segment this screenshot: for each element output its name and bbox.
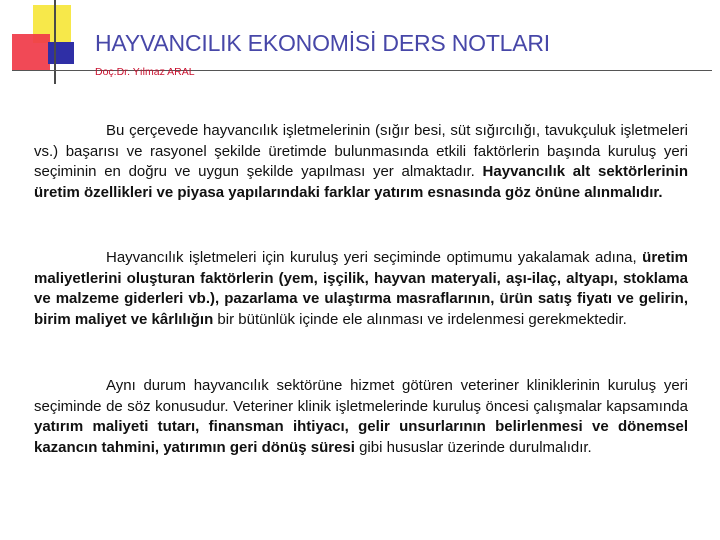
decor-blue-square — [48, 42, 74, 64]
decor-vertical-line — [54, 0, 56, 84]
text-run: Aynı durum hayvancılık sektörüne hizmet götüren veteriner kliniklerinin kuruluş yeri seçiminde de söz konusudur. Veteriner klinik işletmelerinde kuruluş öncesi çalışmalar kapsamında — [34, 377, 688, 415]
slide-title: HAYVANCILIK EKONOMİSİ DERS NOTLARI — [95, 30, 550, 56]
paragraph-3 — [34, 376, 688, 458]
text-run: Bu çerçevede hayvancılık işletmelerinin (sığır besi, süt sığırcılığı, tavukçuluk işletmeleri vs.) başarısı ve rasyonel şekilde üretimde bulunmasında etkili faktörlerin başında kuruluş yeri seçiminin en doğru ve uygun şekilde yapılması yer almaktadır. — [34, 122, 688, 180]
bold-text-run: yatırım maliyeti tutarı, finansman ihtiyacı, gelir unsurlarının belirlenmesi ve dönemsel kazancın tahmini, yatırımın geri dönüş süresi — [34, 418, 688, 456]
author-name: Doç.Dr. Yılmaz ARAL — [95, 66, 195, 78]
bold-text-run: üretim maliyetlerini oluşturan faktörlerin (yem, işçilik, hayvan materyali, aşı-ilaç, altyapı, stoklama ve malzeme giderleri vb.), pazarlama ve ulaştırma masraflarının, ürün satış fiyatı ve gelirin, birim maliyet ve kârlılığın — [34, 249, 688, 328]
paragraph-1 — [34, 121, 688, 203]
bold-text-run: Hayvancılık alt sektörlerinin üretim özellikleri ve piyasa yapılarındaki farklar yatırım esnasında göz önüne alınmalıdır. — [34, 163, 689, 201]
text-run: gibi hususlar üzerinde durulmalıdır. — [354, 438, 592, 456]
decor-red-square — [12, 34, 50, 70]
paragraph-2 — [34, 248, 688, 330]
text-run: Hayvancılık işletmeleri için kuruluş yeri seçiminde optimumu yakalamak adına, — [106, 249, 643, 266]
text-run: bir bütünlük içinde ele alınması ve irdelenmesi gerekmektedir. — [213, 310, 627, 328]
